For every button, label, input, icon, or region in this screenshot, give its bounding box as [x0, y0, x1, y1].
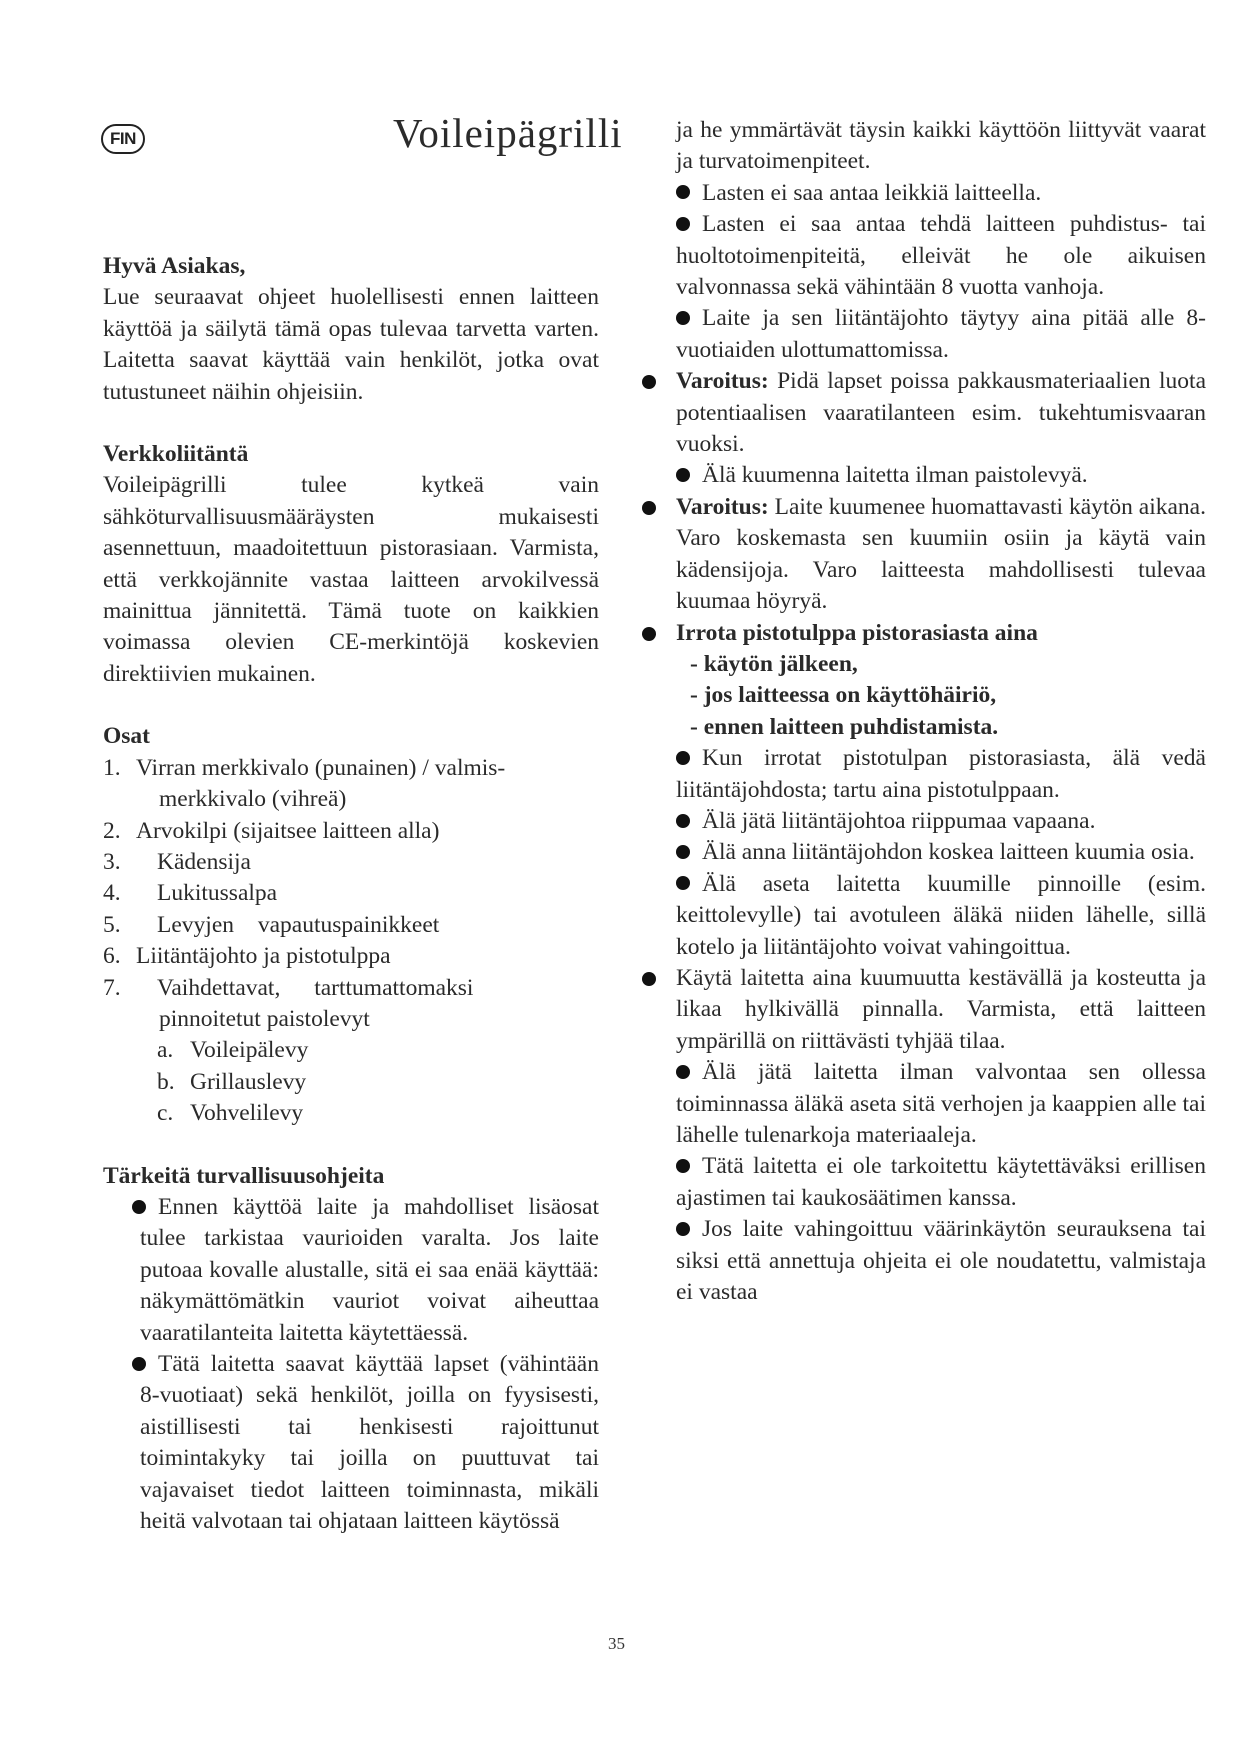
item-text: Virran merkkivalo (punainen) / valmis-: [136, 754, 506, 781]
item-text: Lukitussalpa: [157, 880, 278, 907]
network-heading: Verkkoliitäntä: [103, 441, 249, 468]
safety-bullet: Lasten ei saa antaa leikkiä laitteella.: [676, 178, 1206, 209]
bullet-icon: [676, 1065, 690, 1079]
bullet-icon: [132, 1200, 146, 1214]
bullet-icon: [132, 1357, 146, 1371]
bullet-icon: [676, 311, 690, 325]
bullet-icon: [676, 876, 690, 890]
safety-bullet: Älä aseta laitetta kuumille pinnoille (esim. keittolevylle) tai avotuleen äläkä niiden lähelle, sillä kotelo ja liitäntäjohto voivat vahingoittua.: [676, 870, 1206, 960]
bullet-icon: [676, 814, 690, 828]
parts-list: [103, 753, 599, 1036]
list-item: [103, 816, 599, 847]
right-column: [676, 115, 1206, 1308]
list-item: [103, 847, 599, 878]
item-text: Vaihdettavat, tarttumattomaksi: [157, 974, 474, 1001]
list-item-continuation: pinnoitetut paistolevyt: [159, 1005, 370, 1032]
item-number: 6.: [103, 943, 121, 970]
item-number: 4.: [103, 880, 121, 907]
list-item: [103, 941, 599, 972]
unplug-block: [676, 618, 1206, 744]
bullet-icon: [676, 1159, 690, 1173]
continuation-text: ja he ymmärtävät täysin kaikki käyttöön liittyvät vaarat ja turvatoimenpiteet.: [676, 117, 1206, 175]
unplug-item: - käytön jälkeen,: [690, 650, 858, 677]
item-number: 7.: [103, 974, 121, 1001]
safety-bullet: Älä anna liitäntäjohdon koskea laitteen kuumia osia.: [676, 837, 1206, 868]
network-text: Voileipägrilli tulee kytkeä vain sähköturvallisuusmääräysten mukaisesti asennettuun, maadoitettuun pistorasiaan. Varmista, että verkkojännite vastaa laitteen arvokilvessä mainittua jännitettä. Tämä tuote on kaikkien voimassa olevien CE-merkintöjä koskevien direktiivien mukainen.: [103, 472, 599, 687]
safety-bullet: Älä jätä liitäntäjohtoa riippumaa vapaana.: [676, 806, 1206, 837]
parts-section: [103, 721, 599, 1129]
bullet-icon: [676, 468, 690, 482]
safety-bullet: Tätä laitetta ei ole tarkoitettu käytettäväksi erillisen ajastimen tai kaukosäätimen kanssa.: [676, 1153, 1206, 1211]
language-badge: FIN: [101, 124, 145, 154]
safety-bullet: Jos laite vahingoittuu väärinkäytön seurauksena tai siksi että annettuja ohjeita ei ole noudatettu, valmistaja ei vastaa: [676, 1216, 1206, 1306]
left-column: [103, 251, 599, 1537]
item-text: Arvokilpi (sijaitsee laitteen alla): [136, 817, 440, 844]
bullet-icon: [642, 375, 656, 389]
intro-text: Lue seuraavat ohjeet huolellisesti ennen laitteen käyttöä ja säilytä tämä opas tulevaa tarvetta varten. Laitetta saavat käyttää vain henkilöt, jotka ovat tutustuneet näihin ohjeisiin.: [103, 284, 599, 405]
intro-section: [103, 251, 599, 408]
list-item: [103, 753, 599, 784]
bullet-icon: [676, 185, 690, 199]
page-title: Voileipägrilli: [393, 110, 623, 156]
list-item: [103, 910, 599, 941]
unplug-heading: Irrota pistotulppa pistorasiasta aina: [676, 619, 1038, 646]
intro-heading: Hyvä Asiakas,: [103, 253, 246, 279]
bullet-icon: [676, 1222, 690, 1236]
parts-heading: Osat: [103, 723, 150, 750]
safety-bullet: Älä jätä laitetta ilman valvontaa sen ollessa toiminnassa äläkä aseta sitä verhojen ja kaappien alle tai lähelle tulenarkoja materiaaleja.: [676, 1059, 1206, 1148]
bullet-icon: [642, 627, 656, 641]
item-number: 1.: [103, 754, 121, 781]
item-text: Kädensija: [157, 848, 251, 875]
list-item: [103, 878, 599, 909]
safety-bullet: Lasten ei saa antaa tehdä laitteen puhdistus- tai huoltotoimenpiteitä, elleivät he ole aikuisen valvonnassa sekä vähintään 8 vuotta vanhoja.: [676, 211, 1206, 301]
unplug-item: - ennen laitteen puhdistamista.: [690, 713, 999, 740]
plate-sublist: [103, 1035, 599, 1129]
bullet-icon: [642, 972, 656, 986]
safety-bullet: Laite ja sen liitäntäjohto täytyy aina pitää alle 8-vuotiaiden ulottumattomissa.: [676, 305, 1206, 363]
bullet-icon: [676, 217, 690, 231]
list-item-continuation: merkkivalo (vihreä): [159, 786, 347, 813]
safety-bullet: Ennen käyttöä laite ja mahdolliset lisäosat tulee tarkistaa vaurioiden varalta. Jos laite putoaa kovalle alustalle, sitä ei saa enää käyttää: näkymättömätkin vauriot voivat aiheuttaa vaaratilanteita laitetta käytettäessä.: [103, 1192, 599, 1349]
item-number: 5.: [103, 911, 121, 938]
item-text: Levyjen vapautuspainikkeet: [157, 911, 440, 938]
warning-bullet: Varoitus: Pidä lapset poissa pakkausmateriaalien luota potentiaalisen vaaratilanteen esim. tukehtumisvaaran vuoksi.: [676, 366, 1206, 460]
list-item: c. Vohvelilevy: [157, 1100, 304, 1127]
item-number: 2.: [103, 817, 121, 844]
page-number: 35: [608, 1634, 625, 1653]
safety-bullet: Älä kuumenna laitetta ilman paistolevyä.: [676, 460, 1206, 491]
bullet-icon: [676, 751, 690, 765]
list-item: a. Voileipälevy: [157, 1037, 309, 1064]
safety-section: [103, 1161, 599, 1538]
safety-bullet: Käytä laitetta aina kuumuutta kestävällä ja kosteutta ja likaa hylkivällä pinnalla. Varmista, että laitteen ympärillä on riittävästi tyhjää tilaa.: [676, 963, 1206, 1057]
safety-heading: Tärkeitä turvallisuusohjeita: [103, 1162, 385, 1189]
safety-bullet: Kun irrotat pistotulpan pistorasiasta, älä vedä liitäntäjohdosta; tartu aina pistotulppaan.: [676, 745, 1206, 803]
network-section: [103, 439, 599, 690]
list-item: b. Grillauslevy: [157, 1068, 307, 1095]
bullet-icon: [676, 845, 690, 859]
list-item: [103, 973, 599, 1004]
item-text: Liitäntäjohto ja pistotulppa: [136, 943, 391, 970]
safety-bullet: Tätä laitetta saavat käyttää lapset (vähintään 8-vuotiaat) sekä henkilöt, joilla on fyysisesti, aistillisesti tai henkisesti rajoittunut toimintakyky tai joilla on puuttuvat tai vajavaiset tiedot laitteen toiminnasta, mikäli heitä valvotaan tai ohjataan laitteen käytössä: [103, 1349, 599, 1537]
warning-bullet: Varoitus: Laite kuumenee huomattavasti käytön aikana. Varo koskemasta sen kuumiin osiin ja käytä vain kädensijoja. Varo laitteesta mahdollisesti tulevaa kuumaa höyryä.: [676, 492, 1206, 618]
item-number: 3.: [103, 848, 121, 875]
unplug-item: - jos laitteessa on käyttöhäiriö,: [690, 682, 997, 709]
bullet-icon: [642, 501, 656, 515]
